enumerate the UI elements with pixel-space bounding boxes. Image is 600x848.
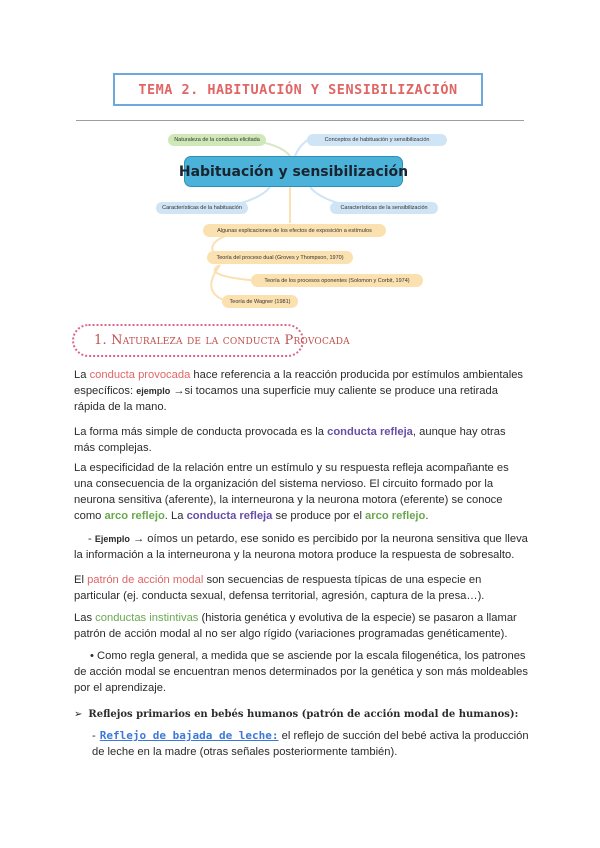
- paragraph-conductas-instintivas: [74, 610, 529, 642]
- text: , aunque hay otras más complejas.: [74, 426, 506, 454]
- list-heading-text: Reflejos primarios en bebés humanos (patrón de acción modal de humanos):: [88, 709, 519, 720]
- term-conducta-provocada: conducta provocada: [89, 369, 191, 381]
- node-caracteristicas-sensibilizacion: Características de la sensibilización: [330, 202, 438, 214]
- node-procesos-oponentes: Teoría de los procesos oponentes (Solomon y Corbit, 1974): [251, 274, 423, 287]
- mind-map-central: Habituación y sensibilización: [184, 156, 403, 187]
- list-heading-reflejos: [74, 706, 529, 723]
- term-patron-accion-modal: patrón de acción modal: [87, 574, 204, 586]
- text: La forma más simple de conducta provocada es la: [74, 426, 328, 438]
- section-heading: [72, 324, 350, 357]
- node-naturaleza: Naturaleza de la conducta elicitada: [168, 134, 266, 146]
- text: La especificidad de la relación entre un estímulo y su respuesta refleja acompañante es una consecuencia de la organización del sistema nervioso. El circuito formado por la neurona sensitiva (aferente), la interneurona y la neurona motora (eferente) se conoce como: [74, 462, 509, 522]
- section-title: 1. Naturaleza de la conducta Provocada: [94, 333, 350, 348]
- node-conceptos: Conceptos de habituación y sensibilización: [307, 134, 447, 146]
- text: La: [74, 369, 90, 381]
- paragraph-arco-reflejo: [74, 460, 529, 524]
- paragraph-regla-general: • Como regla general, a medida que se asciende por la escala filogenética, los patrones de acción modal se encuentran menos determinados por la genética y son más moldeables por el aprendizaje.: [74, 650, 528, 694]
- example-label: ejemplo: [136, 386, 171, 396]
- dash-bullet: -: [92, 730, 96, 742]
- arrow-bullet-icon: ➢: [74, 709, 83, 720]
- term-arco-reflejo: arco reflejo: [104, 510, 165, 522]
- text: .: [425, 510, 429, 522]
- node-proceso-dual: Teoría del proceso dual (Groves y Thompson, 1970): [207, 251, 353, 264]
- term-conductas-instintivas: conductas instintivas: [95, 612, 199, 624]
- node-caracteristicas-habituacion: Características de la habituación: [156, 202, 248, 214]
- text: Las: [74, 612, 96, 624]
- paragraph-ejemplo-petardo: [74, 531, 529, 563]
- text: el reflejo de succión del bebé activa la producción de leche en la madre (otras señales posteriormente también).: [92, 730, 529, 758]
- paragraph-conducta-refleja: [74, 424, 529, 456]
- text: se produce por el: [272, 510, 366, 522]
- title-box: [113, 73, 483, 106]
- text: → oímos un petardo, ese sonido es percibido por la neurona sensitiva que lleva la información a la interneurona y la neurona motora produce la respuesta de sobresalto.: [74, 533, 528, 561]
- paragraph-conducta-provocada: [74, 367, 529, 415]
- paragraph-patron-accion-modal: [74, 572, 529, 604]
- text: El: [74, 574, 88, 586]
- term-conducta-refleja: conducta refleja: [186, 510, 273, 522]
- document-title: TEMA 2. HABITUACIÓN Y SENSIBILIZACIÓN: [138, 81, 458, 98]
- title-divider: [76, 120, 524, 121]
- term-arco-reflejo: arco reflejo: [365, 510, 426, 522]
- text: . La: [164, 510, 187, 522]
- text: -: [88, 533, 95, 545]
- text: →si tocamos una superficie muy caliente se produce una retirada rápida de la mano.: [74, 385, 498, 413]
- term-reflejo-bajada-leche: Reflejo de bajada de leche:: [99, 729, 279, 742]
- node-explicaciones: Algunas explicaciones de los efectos de exposición a estímulos: [203, 224, 386, 237]
- list-item-bajada-leche: [92, 728, 529, 760]
- text: (historia genética y evolutiva de la especie) se pasaron a llamar patrón de acción modal al no ser algo rígido (variaciones programadas genéticamente).: [74, 612, 517, 640]
- node-wagner: Teoría de Wagner (1981): [222, 295, 298, 308]
- example-label: Ejemplo: [94, 534, 130, 544]
- text: son secuencias de respuesta típicas de una especie en particular (ej. conducta sexual, defensa territorial, agresión, captura de la presa…).: [74, 574, 485, 602]
- text: hace referencia a la reacción producida por estímulos ambientales específicos:: [74, 369, 524, 397]
- term-conducta-refleja: conducta refleja: [327, 426, 413, 438]
- mind-map: [150, 125, 450, 315]
